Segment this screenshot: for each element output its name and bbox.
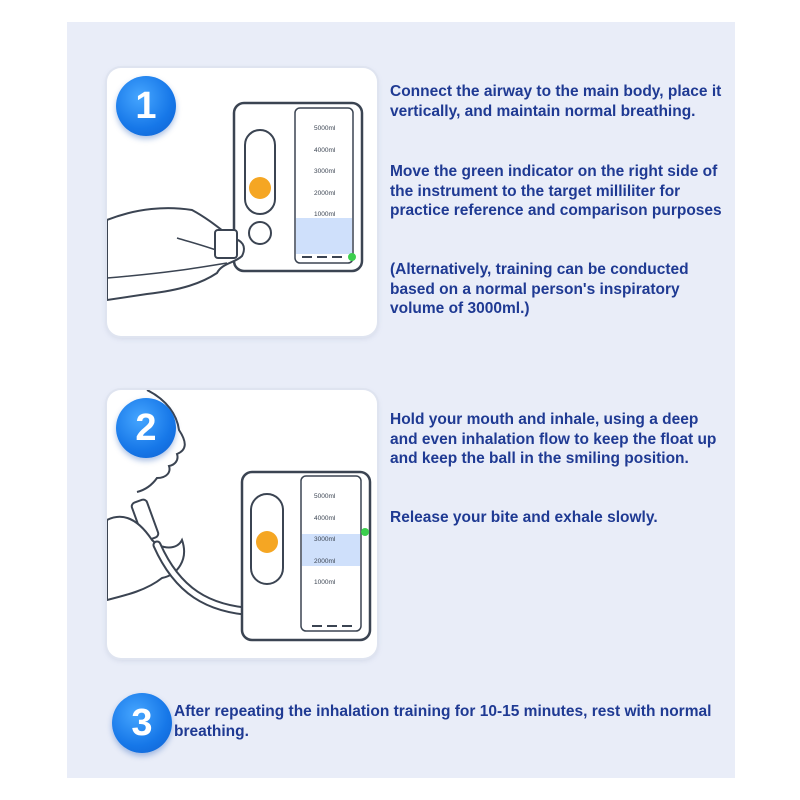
volume-scale [314, 118, 335, 226]
scale-label: 3000ml [314, 168, 336, 175]
scale-label: 2000ml [314, 189, 336, 197]
scale-label: 4000ml [314, 146, 336, 154]
scale-label: 4000ml [314, 514, 336, 522]
scale-label: 5000ml [314, 125, 336, 132]
step-1-text-2: Move the green indicator on the right side of the instrument to the target milliliter for practice reference and comparison purposes [390, 163, 722, 219]
step-1-text-3: (Alternatively, training can be conducted based on a normal person's inspiratory volume of 3000ml.) [390, 261, 689, 317]
step-1-badge: 1 [116, 76, 176, 136]
scale-label: 2000ml [314, 557, 336, 565]
step-1-text-1: Connect the airway to the main body, place it vertically, and maintain normal breathing. [390, 83, 722, 120]
step-3-text: After repeating the inhalation training for 10-15 minutes, rest with normal breathing. [174, 703, 712, 740]
step-2-text-1: Hold your mouth and inhale, using a deep and even inhalation flow to keep the float up and keep the ball in the smiling position. [390, 411, 717, 467]
scale-label: 3000ml [314, 536, 336, 543]
step-2-text-2: Release your bite and exhale slowly. [390, 509, 658, 526]
scale-label: 1000ml [314, 579, 336, 586]
volume-scale [314, 486, 335, 594]
scale-label: 5000ml [314, 493, 336, 500]
step-2-badge: 2 [116, 398, 176, 458]
step-3-badge: 3 [112, 693, 172, 753]
scale-label: 1000ml [314, 211, 336, 218]
